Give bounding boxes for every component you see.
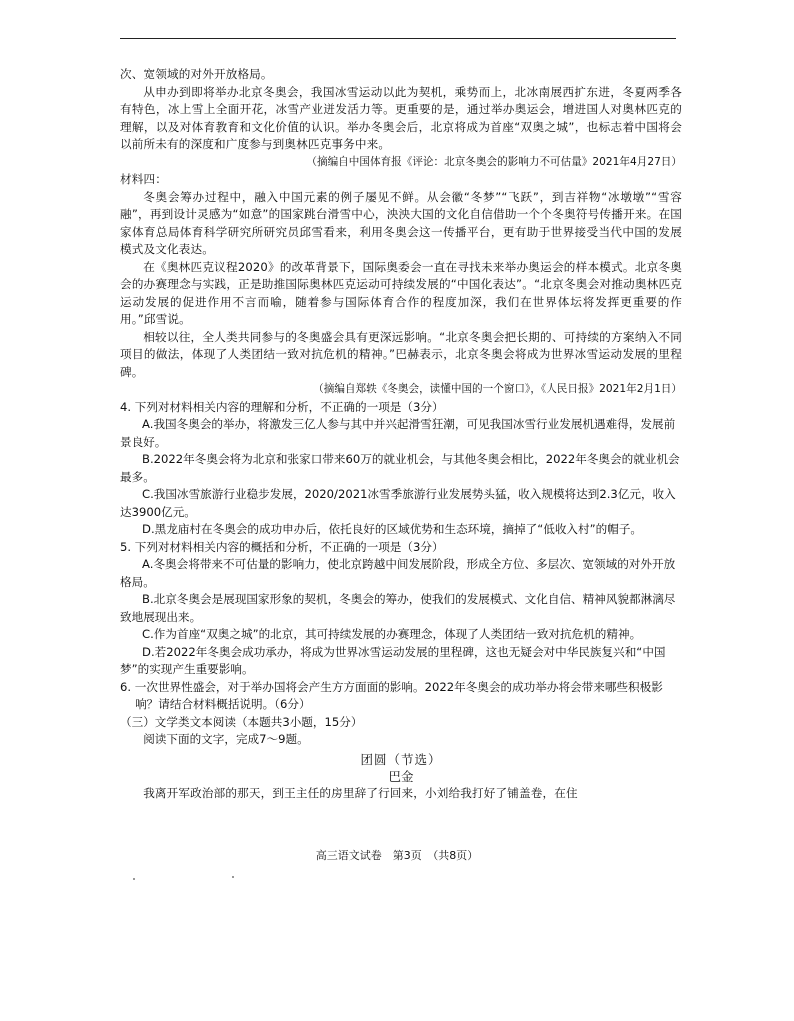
question-4-stem: 4. 下列对材料相关内容的理解和分析，不正确的一项是（3分）: [120, 399, 444, 414]
passage-author: 巴金: [388, 768, 414, 784]
material4-source: （摘编自郑轶《冬奥会，读懂中国的一个窗口》，《人民日报》2021年2月1日）: [313, 383, 682, 395]
question-5-option-a: A.冬奥会将带来不可估量的影响力，使北京跨越中间发展阶段，形成全方位、多层次、宽领域的对外开放格局。: [120, 557, 676, 589]
material4-paragraph-3: 相较以往，全人类共同参与的冬奥盛会具有更深远影响。“北京冬奥会把长期的、可持续的方案纳入不同项目的做法，体现了人类团结一致对抗危机的精神。”巴赫表示，北京冬奥会将成为世界冰雪运动发展的里程碑。: [120, 329, 682, 379]
material3-paragraph: 从申办到即将举办北京冬奥会，我国冰雪运动以此为契机，乘势而上，北冰南展西扩东进，冬夏两季各有特色，冰上雪上全面开花，冰雪产业迸发活力等。更重要的是，通过举办奥运会，增进国人对奥林匹克的理解，以及对体育教育和文化价值的认识。举办冬奥会后，北京将成为首座“双奥之城”，也标志着中国将会以前所未有的深度和广度参与到奥林匹克事务中来。: [120, 84, 682, 151]
section-3-instruction: 阅读下面的文字，完成7～9题。: [143, 732, 309, 746]
question-5-stem: 5. 下列对材料相关内容的概括和分析，不正确的一项是（3分）: [120, 539, 444, 554]
question-5-option-c: C.作为首座“双奥之城”的北京，其可持续发展的办赛理念，体现了人类团结一致对抗危机的精神。: [142, 627, 642, 641]
material3-continuation: 次、宽领域的对外开放格局。: [120, 67, 273, 81]
question-4-option-b: B.2022年冬奥会将为北京和张家口带来60万的就业机会，与其他冬奥会相比，2022年冬奥会的就业机会最多。: [120, 452, 680, 484]
header-rule: [120, 38, 676, 39]
scan-speck: [232, 876, 234, 878]
material4-label: 材料四：: [120, 172, 167, 186]
page-footer: 高三语文试卷 第3页 （共8页）: [315, 849, 479, 862]
question-4-option-a: A.我国冬奥会的举办，将激发三亿人参与其中并兴起滑雪狂潮，可见我国冰雪行业发展机遇难得，发展前景良好。: [120, 417, 676, 449]
question-5-option-d: D.若2022年冬奥会成功承办，将成为世界冰雪运动发展的里程碑，这也无疑会对中华民族复兴和“中国梦”的实现产生重要影响。: [120, 644, 666, 676]
material3-source: （摘编自中国体育报《评论：北京冬奥会的影响力不可估量》2021年4月27日）: [306, 155, 682, 168]
material4-paragraph-1: 冬奥会筹办过程中，融入中国元素的例子屡见不鲜。从会徽“冬梦”“飞跃”，到吉祥物“冰墩墩”“雪容融”，再到设计灵感为“如意”的国家跳台滑雪中心，泱泱大国的文化自信借助一个个冬奥符号传播开来。在国家体育总局体育科学研究所研究员邱雪看来，利用冬奥会这一传播平台，更有助于世界接受当代中国的发展模式及文化表达。: [120, 189, 682, 256]
material4-paragraph-2: 在《奥林匹克议程2020》的改革背景下，国际奥委会一直在寻找未来举办奥运会的样本模式。北京冬奥会的办赛理念与实践，正是助推国际奥林匹克运动可持续发展的“中国化表达”。“北京冬奥会对推动奥林匹克运动发展的促进作用不言而喻，随着参与国际体育合作的程度加深，我们在世界体坛将发挥更重要的作用。”邱雪说。: [120, 259, 682, 326]
scan-speck: [133, 878, 135, 880]
question-4-option-d: D.黑龙庙村在冬奥会的成功申办后，依托良好的区域优势和生态环境，摘掉了“低收入村”的帽子。: [142, 522, 643, 536]
section-3-heading: （三）文学类文本阅读（本题共3小题，15分）: [120, 714, 363, 729]
passage-title: 团圆（节选）: [360, 751, 442, 767]
exam-page: [120, 66, 682, 802]
passage-first-line: 我离开军政治部的那天，到王主任的房里辞了行回来，小刘给我打好了铺盖卷，在住: [143, 785, 578, 800]
question-6-stem: 6. 一次世界性盛会，对于举办国将会产生方方面面的影响。2022年冬奥会的成功举办将会带来哪些积极影响？请结合材料概括说明。（6分）: [120, 679, 663, 711]
question-4-option-c: C.我国冰雪旅游行业稳步发展，2020/2021冰雪季旅游行业发展势头猛，收入规模将达到2.3亿元，收入达3900亿元。: [120, 487, 676, 519]
question-5-option-b: B.北京冬奥会是展现国家形象的契机，冬奥会的筹办，使我们的发展模式、文化自信、精神风貌都淋漓尽致地展现出来。: [120, 592, 676, 624]
